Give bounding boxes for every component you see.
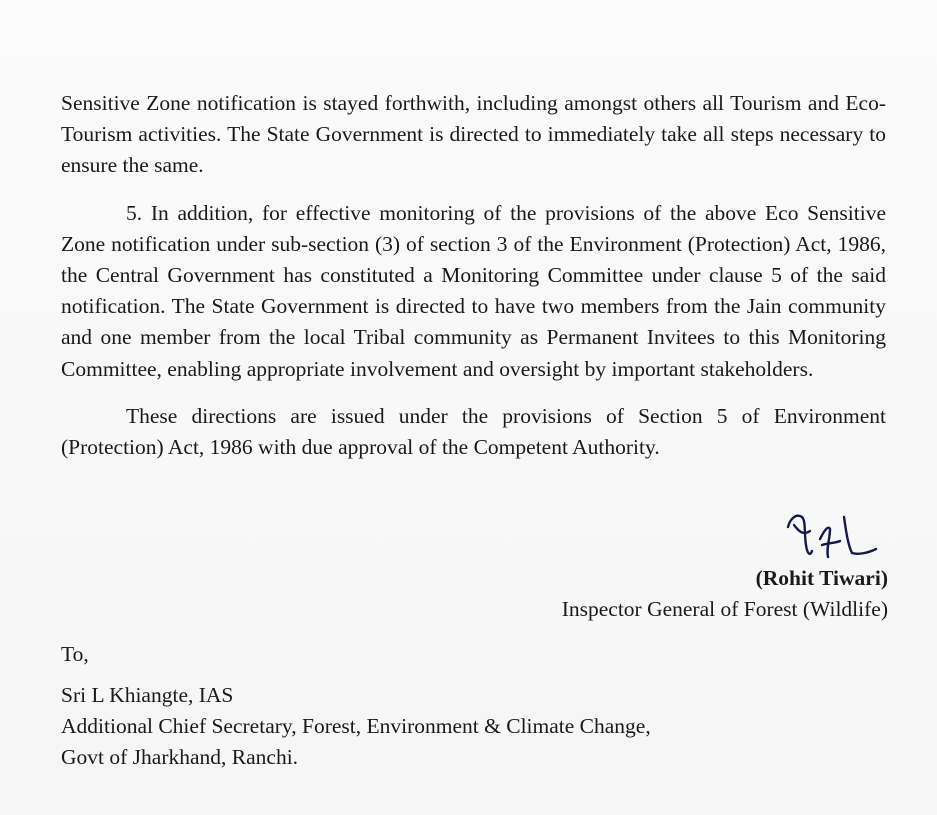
paragraph-5-monitoring: 5. In addition, for effective monitoring of the provisions of the above Eco Sensitive Zone notification under sub-section (3) of section 3 of the Environment (Protection) Act, 1986, the Central Government has constituted a Monitoring Committee under clause 5 of the said notification. The State Government is directed to have two members from the Jain community and one member from the local Tribal community as Permanent Invitees to this Monitoring Committee, enabling appropriate involvement and oversight by important stakeholders. [61, 200, 886, 381]
signatory-block [562, 563, 888, 625]
paragraph-directions: These directions are issued under the provisions of Section 5 of Environment (Protection) Act, 1986 with due approval of the Competent Authority. [61, 403, 886, 460]
addressee-location: Govt of Jharkhand, Ranchi. [61, 745, 299, 770]
addressee-name: Sri L Khiangte, IAS [61, 683, 234, 707]
addressee-title: Additional Chief Secretary, Forest, Environment & Climate Change, [61, 714, 651, 739]
handwritten-signature [780, 505, 890, 567]
letter-body [61, 88, 886, 463]
signatory-designation: Inspector General of Forest (Wildlife) [561, 597, 888, 622]
paragraph-continuation: Sensitive Zone notification is stayed forthwith, including amongst others all Tourism and Eco-Tourism activities. The State Government is directed to immediately take all steps necessary to ensure the same. [61, 91, 886, 178]
addressee-block [61, 680, 651, 774]
signatory-name: (Rohit Tiwari) [755, 566, 888, 590]
to-label: To, [61, 642, 89, 666]
